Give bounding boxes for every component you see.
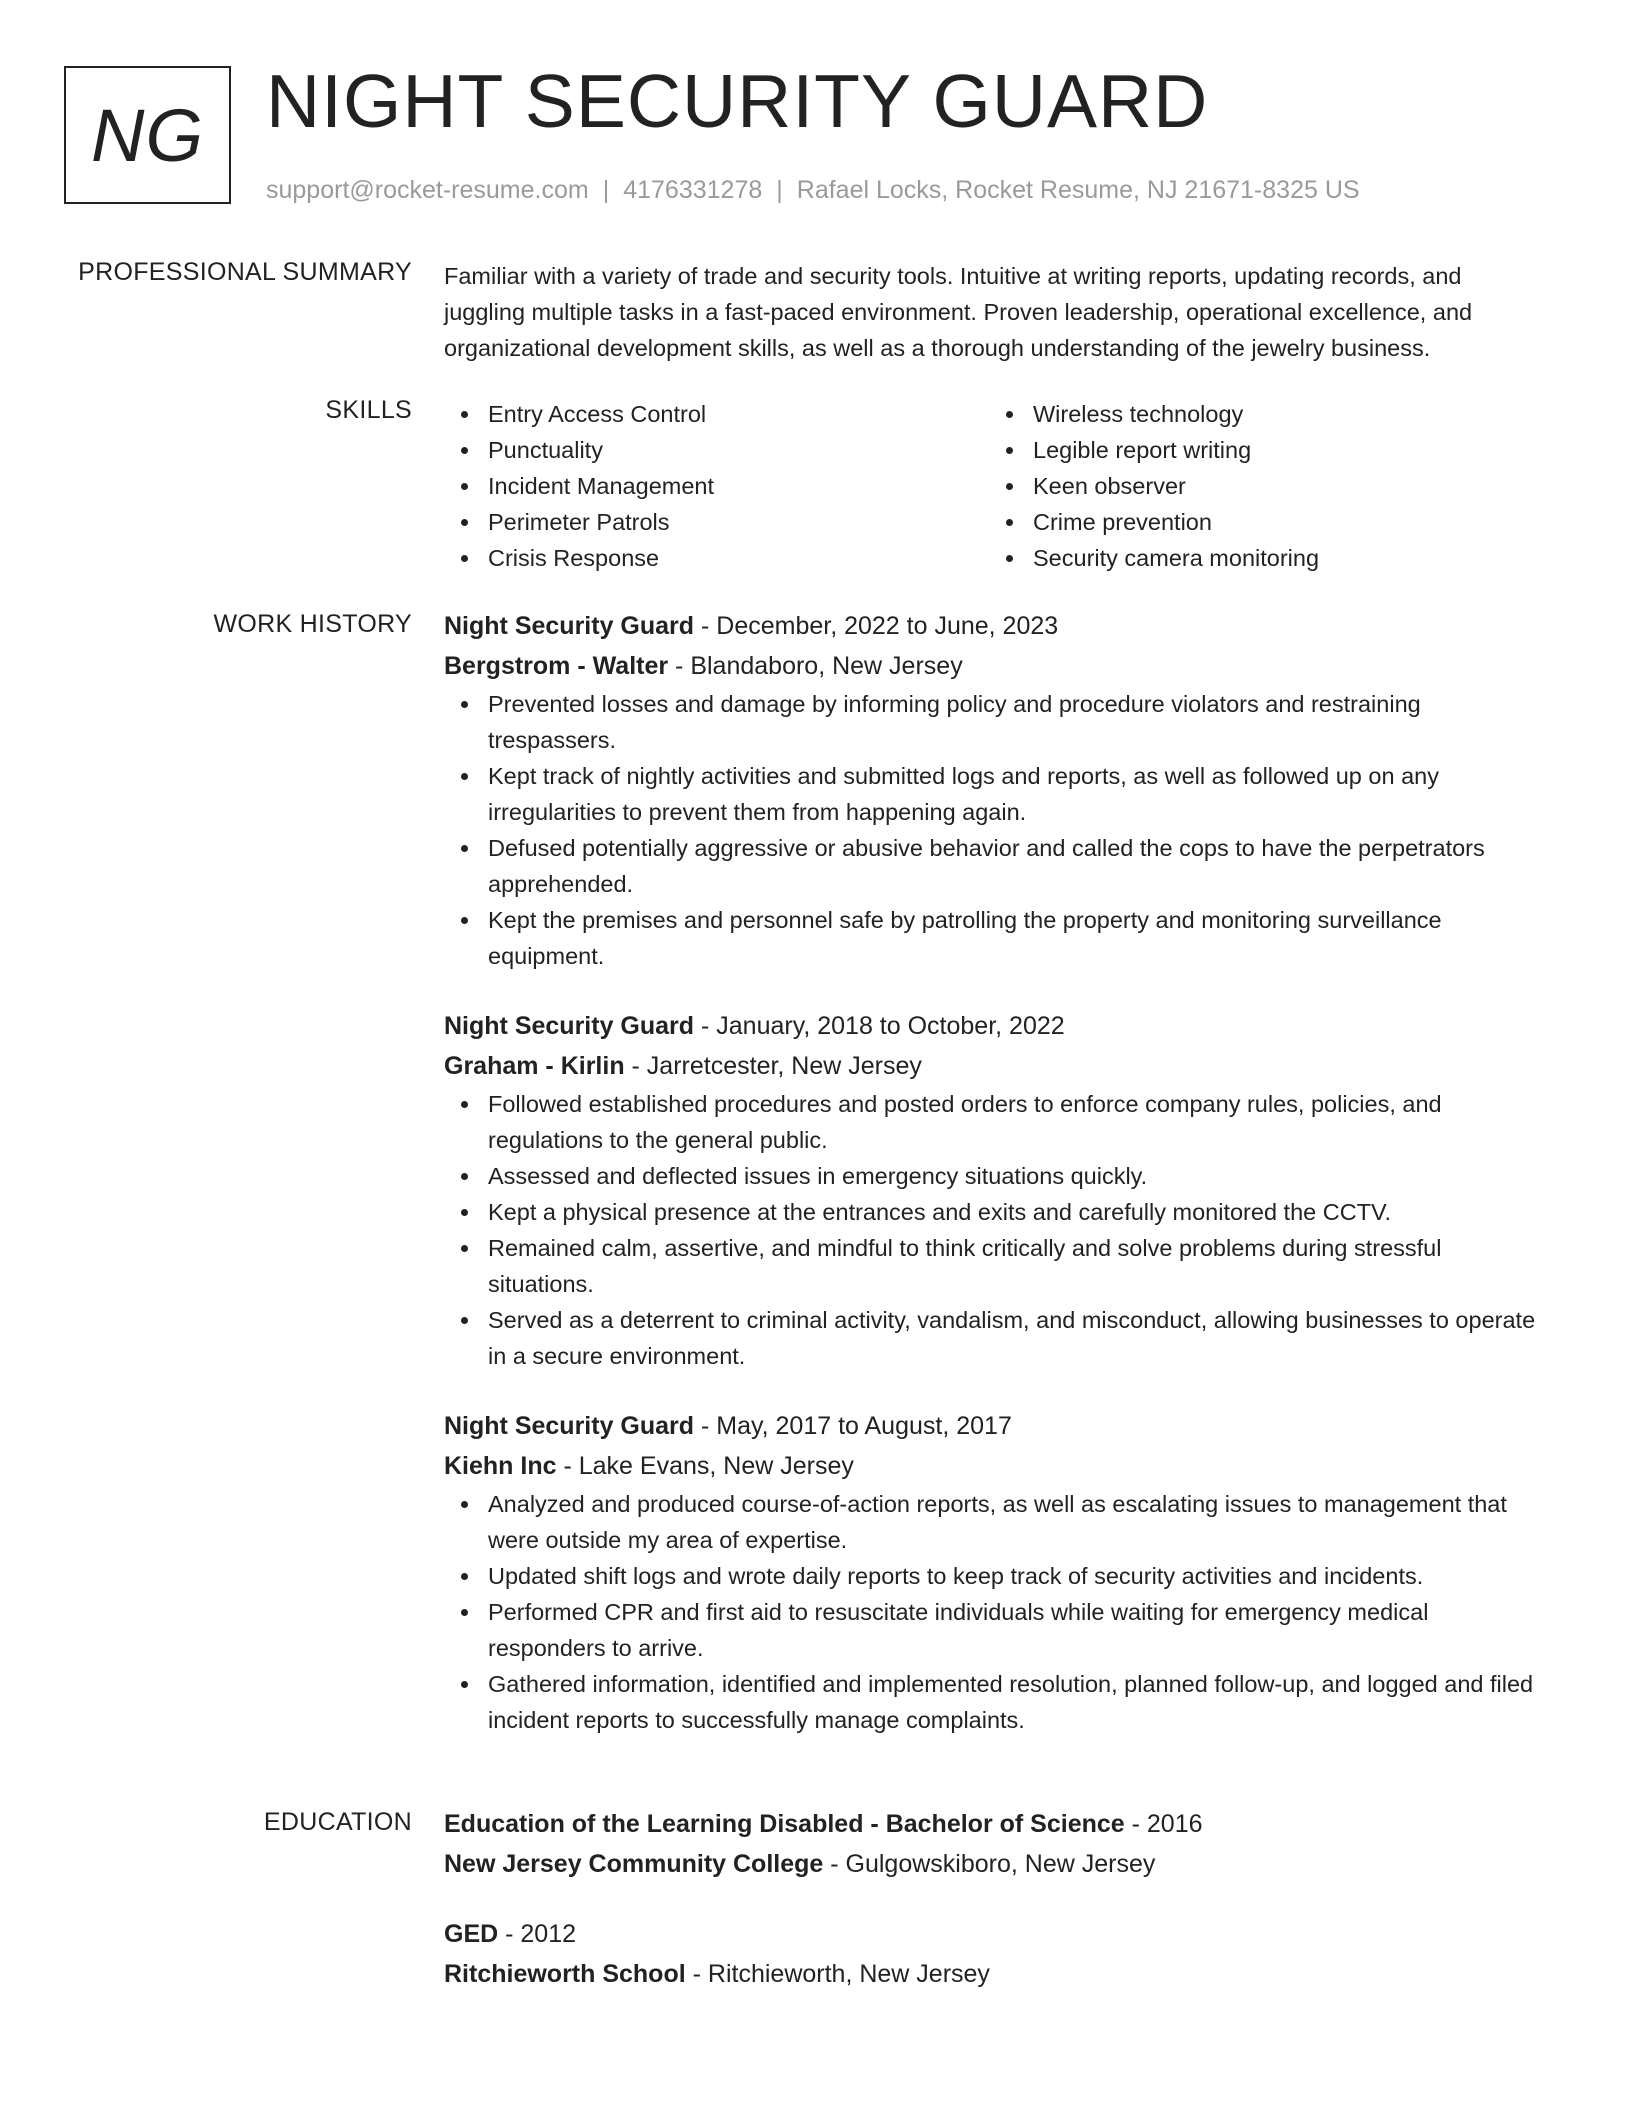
job-duties-list	[444, 1086, 1544, 1374]
job-company-line	[444, 1446, 1544, 1486]
degree-line	[444, 1914, 1544, 1954]
skill-item: Incident Management	[444, 468, 989, 504]
resume-title: NIGHT SECURITY GUARD	[266, 59, 1209, 143]
job-title-line	[444, 1406, 1544, 1446]
contact-separator: |	[602, 176, 610, 204]
job-title: Night Security Guard	[444, 1412, 695, 1440]
job-duty: Assessed and deflected issues in emergency situations quickly.	[444, 1158, 1544, 1194]
degree-year: - 2016	[1124, 1810, 1203, 1838]
job-dates: - May, 2017 to August, 2017	[694, 1412, 1012, 1440]
job-company: Kiehn Inc	[444, 1452, 557, 1480]
job-duties-list	[444, 1486, 1544, 1738]
skill-item: Keen observer	[989, 468, 1534, 504]
skill-item: Punctuality	[444, 432, 989, 468]
contact-address: Rafael Locks, Rocket Resume, NJ 21671-8325 US	[796, 176, 1360, 204]
skill-item: Legible report writing	[989, 432, 1534, 468]
job-location: - Lake Evans, New Jersey	[556, 1452, 854, 1480]
skill-item: Wireless technology	[989, 396, 1534, 432]
job-duty: Kept the premises and personnel safe by patrolling the property and monitoring surveillance equipment.	[444, 902, 1544, 974]
job-duty: Followed established procedures and posted orders to enforce company rules, policies, and regulations to the general public.	[444, 1086, 1544, 1158]
skill-item: Crime prevention	[989, 504, 1534, 540]
skill-item: Security camera monitoring	[989, 540, 1534, 576]
job-entry	[444, 606, 1544, 974]
job-entry	[444, 1406, 1544, 1738]
contact-email[interactable]: support@rocket-resume.com	[266, 176, 589, 204]
education-body	[444, 1804, 1544, 1994]
contact-separator: |	[776, 176, 783, 204]
job-duty: Prevented losses and damage by informing policy and procedure violators and restraining trespassers.	[444, 686, 1544, 758]
job-duty: Analyzed and produced course-of-action reports, as well as escalating issues to management that were outside my area of expertise.	[444, 1486, 1544, 1558]
contact-line	[266, 176, 1360, 205]
skill-item: Entry Access Control	[444, 396, 989, 432]
job-company-line	[444, 1046, 1544, 1086]
school-location: - Gulgowskiboro, New Jersey	[823, 1850, 1156, 1878]
job-title: Night Security Guard	[444, 612, 695, 640]
work-history-body	[444, 606, 1544, 1738]
summary-body	[444, 258, 1544, 366]
job-duty: Remained calm, assertive, and mindful to think critically and solve problems during stressful situations.	[444, 1230, 1544, 1302]
job-duty: Served as a deterrent to criminal activity, vandalism, and misconduct, allowing businesses to operate in a secure environment.	[444, 1302, 1544, 1374]
school-location: - Ritchieworth, New Jersey	[685, 1960, 990, 1988]
school-line	[444, 1844, 1544, 1884]
skills-list-left	[444, 396, 989, 576]
job-duty: Gathered information, identified and implemented resolution, planned follow-up, and logged and filed incident reports to successfully manage complaints.	[444, 1666, 1544, 1738]
degree-name: GED	[444, 1920, 499, 1948]
education-entry	[444, 1804, 1544, 1884]
job-dates: - January, 2018 to October, 2022	[694, 1012, 1065, 1040]
skill-item: Perimeter Patrols	[444, 504, 989, 540]
job-dates: - December, 2022 to June, 2023	[694, 612, 1059, 640]
job-company: Graham - Kirlin	[444, 1052, 625, 1080]
contact-phone[interactable]: 4176331278	[623, 176, 763, 204]
summary-text: Familiar with a variety of trade and security tools. Intuitive at writing reports, updating records, and juggling multiple tasks in a fast-paced environment. Proven leadership, operational excellence, and organizational development skills, as well as a thorough understanding of the jewelry business.	[444, 263, 1473, 361]
skills-list-right	[989, 396, 1534, 576]
degree-name: Education of the Learning Disabled - Bachelor of Science	[444, 1810, 1125, 1838]
section-heading-skills: SKILLS	[325, 396, 412, 424]
job-duty: Updated shift logs and wrote daily reports to keep track of security activities and incidents.	[444, 1558, 1544, 1594]
school-name: Ritchieworth School	[444, 1960, 686, 1988]
section-heading-education: EDUCATION	[263, 1808, 412, 1836]
job-duty: Defused potentially aggressive or abusive behavior and called the cops to have the perpetrators apprehended.	[444, 830, 1544, 902]
job-title: Night Security Guard	[444, 1012, 695, 1040]
monogram-logo: NG	[64, 66, 231, 204]
skill-item: Crisis Response	[444, 540, 989, 576]
resume-header	[64, 59, 1564, 214]
school-name: New Jersey Community College	[444, 1850, 824, 1878]
section-heading-summary: PROFESSIONAL SUMMARY	[78, 258, 412, 286]
job-location: - Blandaboro, New Jersey	[668, 652, 963, 680]
education-entry	[444, 1914, 1544, 1994]
job-company-line	[444, 646, 1544, 686]
job-title-line	[444, 606, 1544, 646]
job-duties-list	[444, 686, 1544, 974]
degree-year: - 2012	[498, 1920, 577, 1948]
job-entry	[444, 1006, 1544, 1374]
school-line	[444, 1954, 1544, 1994]
skills-body	[444, 396, 1544, 576]
job-company: Bergstrom - Walter	[444, 652, 669, 680]
job-duty: Kept a physical presence at the entrances and exits and carefully monitored the CCTV.	[444, 1194, 1544, 1230]
degree-line	[444, 1804, 1544, 1844]
job-location: - Jarretcester, New Jersey	[624, 1052, 922, 1080]
job-title-line	[444, 1006, 1544, 1046]
job-duty: Kept track of nightly activities and submitted logs and reports, as well as followed up on any irregularities to prevent them from happening again.	[444, 758, 1544, 830]
job-duty: Performed CPR and first aid to resuscitate individuals while waiting for emergency medical responders to arrive.	[444, 1594, 1544, 1666]
section-heading-work-history: WORK HISTORY	[213, 610, 412, 638]
